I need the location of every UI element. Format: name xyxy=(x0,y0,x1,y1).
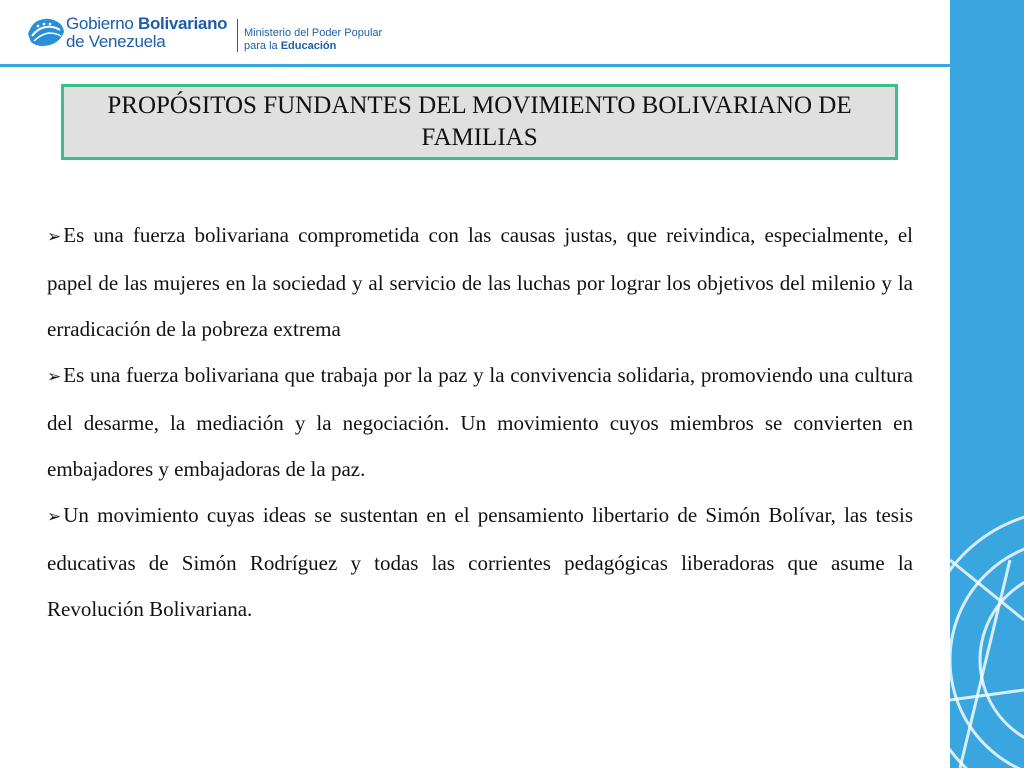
government-name: Gobierno Bolivariano xyxy=(66,14,228,33)
header-divider xyxy=(237,19,238,52)
slide-title: PROPÓSITOS FUNDANTES DEL MOVIMIENTO BOLIVARIANO DE FAMILIAS xyxy=(107,92,852,151)
arrow-bullet-icon: ➢ xyxy=(47,227,62,246)
header-rule xyxy=(0,64,950,67)
venezuela-map-logo-icon xyxy=(26,14,66,50)
bullet-text: Un movimiento cuyas ideas se sustentan en el pensamiento libertario de Simón Bolívar, las tesis educativas de Simón Rodríguez y todas las corrientes pedagógicas liberadoras que asume la Revolución Bolivariana. xyxy=(47,503,913,621)
ministry-subname: para la Educación xyxy=(244,40,337,52)
arrow-bullet-icon: ➢ xyxy=(47,507,62,526)
header xyxy=(0,0,950,66)
bullet-list xyxy=(47,212,913,632)
bullet-item xyxy=(47,492,913,632)
ministry-name: Ministerio del Poder Popular xyxy=(244,27,383,39)
bullet-text: Es una fuerza bolivariana que trabaja por la paz y la convivencia solidaria, promoviendo una cultura del desarme, la mediación y la negociación. Un movimiento cuyos miembros se convierten en embajadores y embajadoras de la paz. xyxy=(47,363,913,481)
bullet-text: Es una fuerza bolivariana comprometida con las causas justas, que reivindica, especialmente, el papel de las mujeres en la sociedad y al servicio de las luchas por lograr los objetivos del milenio y la erradicación de la pobreza extrema xyxy=(47,223,913,341)
decorative-side-band xyxy=(950,0,1024,768)
slide-title-box xyxy=(61,84,898,160)
country-name: de Venezuela xyxy=(66,32,166,51)
arrow-bullet-icon: ➢ xyxy=(47,367,62,386)
bullet-item xyxy=(47,212,913,352)
bullet-item xyxy=(47,352,913,492)
